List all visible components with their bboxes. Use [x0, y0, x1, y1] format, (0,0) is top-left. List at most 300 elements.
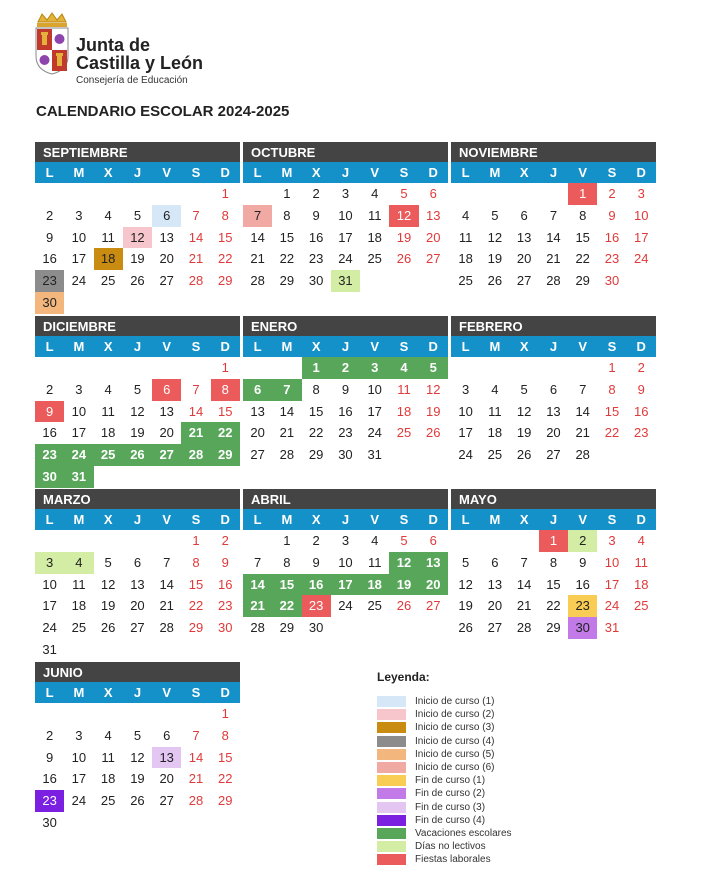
day-cell: 14: [188, 229, 204, 245]
day-cell: 8: [283, 554, 291, 570]
day-cell: 8: [608, 381, 616, 397]
day-cell: 3: [35, 552, 64, 574]
day-cell: 23: [568, 595, 597, 617]
day-cell: 19: [425, 403, 441, 419]
day-cell: 11: [101, 749, 115, 765]
day-cell: 29: [217, 793, 233, 809]
day-cell: 7: [254, 554, 262, 570]
day-cell: 9: [608, 207, 616, 223]
weekday-label: X: [311, 339, 321, 354]
weekday-label: V: [370, 339, 380, 354]
legend-item: [377, 787, 637, 800]
day-cell: 27: [425, 598, 441, 614]
day-cell: 7: [272, 379, 301, 401]
weekday-label: D: [220, 165, 230, 180]
legend-item: [377, 801, 637, 814]
day-cell: 18: [367, 229, 382, 245]
day-cell: 20: [250, 425, 265, 441]
weekday-label: S: [191, 339, 201, 354]
weekday-label: V: [578, 339, 588, 354]
day-cell: 20: [159, 251, 174, 267]
day-cell: 26: [396, 598, 412, 614]
day-cell: 31: [64, 466, 93, 488]
day-cell: 26: [458, 620, 473, 636]
empty-cell: [94, 530, 123, 552]
legend-swatch: [377, 841, 406, 852]
day-cell: 29: [211, 444, 240, 466]
legend-item: [377, 761, 637, 774]
day-cell: 20: [546, 425, 561, 441]
day-cell: 7: [192, 207, 200, 223]
day-cell: 25: [100, 273, 116, 289]
day-cell: 11: [397, 381, 411, 397]
day-cell: 25: [487, 447, 503, 463]
empty-cell: [152, 183, 181, 205]
day-cell: 12: [389, 552, 418, 574]
weekday-label: D: [636, 512, 646, 527]
day-cell: 6: [491, 554, 499, 570]
legend-swatch: [377, 709, 406, 720]
day-cell: 29: [217, 273, 233, 289]
day-cell: 21: [516, 598, 532, 614]
empty-cell: [272, 357, 301, 379]
day-cell: 3: [341, 186, 350, 201]
day-cell: 16: [575, 576, 590, 592]
day-cell: 9: [579, 554, 587, 570]
day-cell: 16: [42, 251, 57, 267]
weekday-header: [243, 336, 448, 357]
day-cell: 15: [272, 574, 301, 596]
day-cell: 8: [221, 207, 229, 223]
day-cell: 24: [42, 620, 57, 636]
day-cell: 28: [279, 447, 295, 463]
weekday-label: M: [73, 685, 85, 700]
month-title: OCTUBRE: [243, 142, 448, 162]
day-cell: 28: [546, 273, 561, 289]
day-cell: 8: [283, 207, 291, 223]
day-cell: 24: [604, 598, 620, 614]
day-cell: 16: [338, 403, 353, 419]
day-cell: 22: [546, 598, 561, 614]
day-cell: 14: [159, 576, 174, 592]
empty-cell: [510, 183, 539, 205]
weekday-label: S: [607, 165, 617, 180]
day-cell: 24: [338, 251, 353, 267]
day-cell: 13: [250, 403, 265, 419]
legend-swatch: [377, 815, 406, 826]
day-cell: 30: [42, 814, 57, 830]
weekday-label: X: [103, 165, 113, 180]
day-cell: 27: [250, 447, 265, 463]
day-cell: 30: [604, 273, 620, 289]
day-cell: 24: [71, 793, 87, 809]
day-cell: 5: [133, 727, 142, 743]
day-cell: 4: [104, 207, 112, 223]
day-cell: 13: [159, 229, 174, 245]
legend: [377, 670, 637, 866]
day-cell: 3: [608, 533, 616, 548]
day-cell: 28: [159, 620, 174, 636]
day-cell: 28: [575, 447, 590, 463]
day-cell: 22: [575, 251, 590, 267]
month-title: JUNIO: [35, 662, 240, 682]
day-cell: 1: [539, 530, 568, 552]
day-cell: 10: [633, 207, 649, 223]
empty-cell: [539, 357, 568, 379]
day-cell: 5: [133, 207, 142, 223]
month-septiembre: [35, 142, 240, 314]
day-cell: 5: [400, 533, 408, 548]
weekday-label: D: [428, 512, 438, 527]
day-cell: 15: [308, 403, 324, 419]
day-cell: 21: [188, 251, 204, 267]
day-cell: 8: [579, 207, 587, 223]
empty-cell: [35, 530, 64, 552]
day-cell: 5: [133, 381, 142, 397]
day-cell: 24: [458, 447, 473, 463]
month-mayo: [451, 489, 656, 639]
weekday-label: D: [220, 339, 230, 354]
day-grid: [243, 530, 448, 639]
legend-item: [377, 853, 637, 866]
day-cell: 8: [221, 727, 229, 743]
empty-cell: [123, 183, 152, 205]
day-cell: 6: [429, 533, 437, 548]
day-cell: 4: [491, 381, 499, 397]
day-cell: 9: [312, 554, 320, 570]
weekday-label: V: [162, 512, 172, 527]
weekday-label: L: [253, 512, 262, 527]
day-cell: 29: [279, 273, 295, 289]
day-grid: [451, 183, 656, 292]
junta-logo: [34, 12, 214, 88]
legend-label: Fin de curso (4): [415, 814, 486, 826]
month-title: ABRIL: [243, 489, 448, 509]
day-cell: 31: [42, 641, 57, 657]
weekday-label: J: [341, 165, 350, 180]
day-cell: 24: [64, 444, 93, 466]
day-cell: 23: [35, 444, 64, 466]
day-cell: 2: [46, 381, 54, 397]
page-title: CALENDARIO ESCOLAR 2024-2025: [36, 103, 290, 120]
day-cell: 24: [71, 273, 87, 289]
day-cell: 16: [308, 229, 324, 245]
weekday-label: V: [370, 165, 380, 180]
weekday-header: [451, 162, 656, 183]
legend-item: [377, 708, 637, 721]
weekday-label: S: [399, 165, 409, 180]
day-cell: 7: [243, 205, 272, 227]
weekday-label: V: [162, 339, 172, 354]
day-cell: 22: [217, 771, 233, 787]
day-cell: 25: [100, 793, 116, 809]
day-cell: 6: [243, 379, 272, 401]
empty-cell: [152, 703, 181, 725]
empty-cell: [94, 357, 123, 379]
month-title: FEBRERO: [451, 316, 656, 336]
day-cell: 15: [217, 749, 233, 765]
day-cell: 1: [192, 533, 200, 548]
weekday-header: [451, 336, 656, 357]
day-cell: 16: [302, 574, 331, 596]
day-cell: 27: [130, 620, 145, 636]
empty-cell: [243, 530, 272, 552]
day-cell: 12: [458, 576, 473, 592]
empty-cell: [181, 703, 210, 725]
day-cell: 17: [71, 771, 87, 787]
day-cell: 27: [159, 793, 174, 809]
day-cell: 7: [520, 554, 528, 570]
day-cell: 7: [163, 554, 171, 570]
weekday-label: J: [549, 165, 558, 180]
day-cell: 23: [308, 251, 324, 267]
month-febrero: [451, 316, 656, 466]
day-cell: 4: [371, 533, 379, 548]
weekday-label: L: [45, 685, 54, 700]
legend-item: [377, 814, 637, 827]
day-cell: 12: [425, 381, 441, 397]
empty-cell: [480, 357, 509, 379]
day-cell: 19: [389, 574, 418, 596]
empty-cell: [35, 357, 64, 379]
month-title: SEPTIEMBRE: [35, 142, 240, 162]
legend-label: Fin de curso (1): [415, 775, 486, 787]
day-cell: 20: [159, 771, 174, 787]
day-cell: 10: [42, 576, 57, 592]
day-cell: 14: [516, 576, 532, 592]
day-cell: 1: [568, 183, 597, 205]
day-cell: 9: [46, 749, 54, 765]
day-cell: 20: [159, 425, 174, 441]
day-cell: 17: [338, 229, 353, 245]
day-cell: 17: [367, 403, 382, 419]
weekday-label: S: [191, 685, 201, 700]
day-cell: 19: [458, 598, 473, 614]
day-cell: 22: [217, 251, 233, 267]
day-cell: 3: [75, 207, 83, 223]
legend-label: Inicio de curso (3): [415, 722, 495, 734]
weekday-label: V: [162, 165, 172, 180]
day-cell: 12: [487, 229, 503, 245]
day-cell: 3: [360, 357, 389, 379]
day-cell: 10: [338, 554, 353, 570]
month-title: ENERO: [243, 316, 448, 336]
day-cell: 23: [338, 425, 353, 441]
day-cell: 21: [546, 251, 561, 267]
day-cell: 16: [42, 425, 57, 441]
day-cell: 11: [367, 207, 382, 223]
day-cell: 28: [188, 793, 204, 809]
empty-cell: [152, 357, 181, 379]
day-grid: [243, 183, 448, 292]
day-cell: 21: [575, 425, 590, 441]
day-cell: 29: [188, 620, 204, 636]
day-cell: 13: [130, 576, 145, 592]
empty-cell: [64, 357, 93, 379]
day-cell: 6: [152, 379, 181, 401]
day-cell: 7: [549, 207, 558, 223]
empty-cell: [123, 703, 152, 725]
legend-label: Vacaciones escolares: [415, 827, 512, 839]
weekday-label: J: [133, 512, 142, 527]
month-title: MARZO: [35, 489, 240, 509]
day-cell: 4: [389, 357, 418, 379]
legend-label: Inicio de curso (5): [415, 748, 495, 760]
day-cell: 27: [487, 620, 503, 636]
day-cell: 5: [104, 554, 112, 570]
empty-cell: [64, 703, 93, 725]
day-cell: 11: [101, 403, 115, 419]
day-cell: 26: [487, 273, 503, 289]
day-cell: 24: [338, 598, 353, 614]
weekday-label: L: [461, 165, 470, 180]
day-cell: 28: [250, 620, 265, 636]
month-enero: [243, 316, 448, 466]
empty-cell: [480, 183, 509, 205]
weekday-label: L: [45, 512, 54, 527]
weekday-label: L: [253, 165, 262, 180]
day-cell: 2: [637, 360, 645, 375]
day-cell: 14: [279, 403, 295, 419]
day-cell: 17: [633, 229, 649, 245]
day-cell: 7: [192, 381, 200, 397]
day-cell: 2: [331, 357, 360, 379]
day-cell: 23: [302, 595, 331, 617]
day-cell: 27: [516, 273, 532, 289]
legend-title: Leyenda:: [377, 670, 430, 684]
empty-cell: [480, 530, 509, 552]
day-cell: 28: [250, 273, 265, 289]
day-cell: 9: [637, 381, 645, 397]
day-cell: 16: [633, 403, 649, 419]
weekday-label: X: [311, 165, 321, 180]
day-cell: 6: [520, 207, 528, 223]
weekday-label: M: [73, 339, 85, 354]
day-cell: 25: [367, 251, 382, 267]
day-cell: 30: [217, 620, 233, 636]
day-cell: 9: [35, 401, 64, 423]
day-cell: 18: [100, 771, 116, 787]
day-cell: 4: [637, 533, 645, 548]
empty-cell: [510, 530, 539, 552]
day-cell: 19: [516, 425, 532, 441]
day-cell: 9: [312, 207, 320, 223]
day-cell: 19: [130, 425, 145, 441]
day-grid: [35, 183, 240, 314]
empty-cell: [94, 703, 123, 725]
empty-cell: [181, 183, 210, 205]
day-cell: 3: [341, 533, 350, 548]
legend-item: [377, 748, 637, 761]
day-cell: 25: [94, 444, 123, 466]
day-cell: 23: [217, 598, 233, 614]
day-cell: 2: [46, 207, 54, 223]
day-cell: 31: [367, 447, 382, 463]
weekday-label: M: [489, 339, 501, 354]
day-cell: 26: [425, 425, 441, 441]
day-cell: 11: [101, 229, 115, 245]
weekday-label: J: [133, 339, 142, 354]
legend-swatch: [377, 736, 406, 747]
month-junio: [35, 662, 240, 834]
day-cell: 10: [458, 403, 473, 419]
day-cell: 12: [516, 403, 532, 419]
day-cell: 21: [243, 595, 272, 617]
day-cell: 1: [283, 533, 291, 548]
empty-cell: [94, 183, 123, 205]
day-cell: 26: [130, 273, 145, 289]
weekday-header: [35, 336, 240, 357]
day-cell: 12: [389, 205, 418, 227]
day-cell: 5: [462, 554, 470, 570]
day-cell: 10: [71, 403, 87, 419]
weekday-label: L: [461, 339, 470, 354]
weekday-label: D: [636, 339, 646, 354]
day-cell: 14: [250, 229, 265, 245]
day-cell: 17: [604, 576, 620, 592]
day-cell: 2: [568, 530, 597, 552]
weekday-label: M: [73, 512, 85, 527]
day-cell: 15: [604, 403, 620, 419]
day-cell: 9: [46, 229, 54, 245]
month-noviembre: [451, 142, 656, 292]
day-cell: 28: [181, 444, 210, 466]
day-cell: 4: [64, 552, 93, 574]
day-cell: 27: [152, 444, 181, 466]
day-cell: 18: [487, 425, 503, 441]
day-cell: 15: [546, 576, 561, 592]
empty-cell: [451, 530, 480, 552]
day-cell: 1: [221, 706, 229, 721]
weekday-label: J: [133, 685, 142, 700]
day-cell: 24: [367, 425, 382, 441]
weekday-label: X: [103, 339, 113, 354]
day-cell: 4: [104, 381, 112, 397]
day-cell: 1: [283, 186, 291, 201]
legend-item: [377, 735, 637, 748]
weekday-label: L: [253, 339, 262, 354]
day-cell: 3: [75, 727, 83, 743]
day-cell: 26: [100, 620, 116, 636]
weekday-label: X: [519, 512, 529, 527]
weekday-label: V: [578, 512, 588, 527]
day-cell: 9: [341, 381, 350, 397]
month-title: MAYO: [451, 489, 656, 509]
day-cell: 28: [188, 273, 204, 289]
legend-label: Inicio de curso (4): [415, 735, 495, 747]
month-diciembre: [35, 316, 240, 488]
day-cell: 13: [487, 576, 503, 592]
empty-cell: [152, 530, 181, 552]
day-cell: 1: [221, 360, 229, 375]
legend-label: Inicio de curso (6): [415, 762, 495, 774]
empty-cell: [181, 357, 210, 379]
day-cell: 25: [71, 620, 87, 636]
day-cell: 17: [71, 425, 87, 441]
day-cell: 29: [308, 447, 324, 463]
weekday-label: M: [281, 339, 293, 354]
day-cell: 26: [516, 447, 532, 463]
day-cell: 8: [211, 379, 240, 401]
legend-swatch: [377, 696, 406, 707]
empty-cell: [539, 183, 568, 205]
day-cell: 16: [42, 771, 57, 787]
legend-label: Inicio de curso (1): [415, 696, 495, 708]
day-cell: 30: [35, 292, 64, 314]
day-cell: 11: [72, 576, 86, 592]
day-cell: 14: [546, 229, 561, 245]
day-cell: 14: [188, 403, 204, 419]
